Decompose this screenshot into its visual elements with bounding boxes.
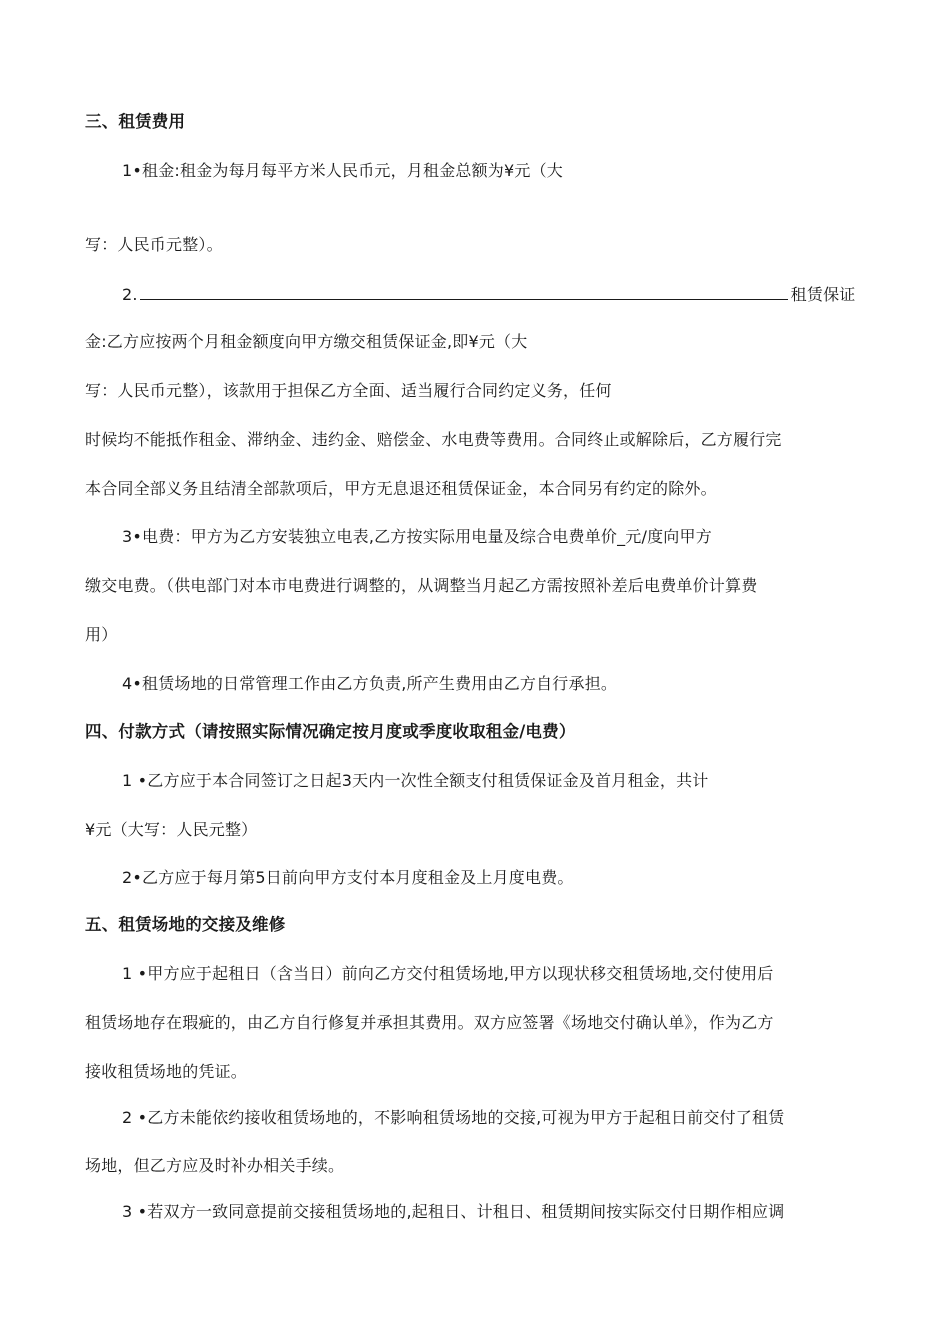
payment-clause-1-line-2: ¥元（大写：人民元整） bbox=[85, 820, 258, 839]
deposit-clause-line-2: 金:乙方应按两个月租金额度向甲方缴交租赁保证金,即¥元（大 bbox=[85, 332, 528, 351]
handover-clause-1-line-2: 租赁场地存在瑕疵的，由乙方自行修复并承担其费用。双方应签署《场地交付确认单》，作为乙方 bbox=[85, 1013, 774, 1032]
deposit-clause-line-5: 本合同全部义务且结清全部款项后，甲方无息退还租赁保证金，本合同另有约定的除外。 bbox=[85, 479, 717, 498]
deposit-clause-line-1 bbox=[122, 283, 855, 306]
section-heading-rental-fees: 三、租赁费用 bbox=[85, 112, 186, 131]
blank-underline bbox=[140, 283, 788, 300]
deposit-clause-suffix: 租赁保证 bbox=[790, 285, 856, 304]
handover-clause-2-line-2: 场地，但乙方应及时补办相关手续。 bbox=[85, 1156, 345, 1175]
electric-clause-line-3: 用） bbox=[85, 625, 118, 644]
deposit-clause-number: 2. bbox=[122, 285, 138, 304]
payment-clause-1-line-1: 1 •乙方应于本合同签订之日起3天内一次性全额支付租赁保证金及首月租金，共计 bbox=[122, 771, 709, 790]
rent-clause-line-2: 写：人民币元整）。 bbox=[85, 235, 223, 254]
section-heading-handover: 五、租赁场地的交接及维修 bbox=[85, 915, 286, 934]
handover-clause-2-line-1: 2 •乙方未能依约接收租赁场地的，不影响租赁场地的交接,可视为甲方于起租日前交付了租赁 bbox=[122, 1108, 785, 1127]
electric-clause-line-2: 缴交电费。（供电部门对本市电费进行调整的，从调整当月起乙方需按照补差后电费单价计算费 bbox=[85, 576, 758, 595]
deposit-clause-line-4: 时候均不能抵作租金、滞纳金、违约金、赔偿金、水电费等费用。合同终止或解除后，乙方履行完 bbox=[85, 430, 782, 449]
electric-clause-line-1: 3•电费：甲方为乙方安装独立电表,乙方按实际用电量及综合电费单价_元/度向甲方 bbox=[122, 527, 712, 546]
payment-clause-2: 2•乙方应于每月第5日前向甲方支付本月度租金及上月度电费。 bbox=[122, 868, 574, 887]
handover-clause-1-line-1: 1 •甲方应于起租日（含当日）前向乙方交付租赁场地,甲方以现状移交租赁场地,交付使用后 bbox=[122, 964, 774, 983]
section-heading-payment: 四、付款方式（请按照实际情况确定按月度或季度收取租金/电费） bbox=[85, 722, 576, 741]
handover-clause-3-line-1: 3 •若双方一致同意提前交接租赁场地的,起租日、计租日、租赁期间按实际交付日期作相应调 bbox=[122, 1202, 785, 1221]
deposit-clause-line-3: 写：人民币元整），该款用于担保乙方全面、适当履行合同约定义务，任何 bbox=[85, 381, 612, 400]
rent-clause-line-1: 1•租金:租金为每月每平方米人民币元，月租金总额为¥元（大 bbox=[122, 161, 563, 180]
handover-clause-1-line-3: 接收租赁场地的凭证。 bbox=[85, 1062, 248, 1081]
management-clause: 4•租赁场地的日常管理工作由乙方负责,所产生费用由乙方自行承担。 bbox=[122, 674, 618, 693]
